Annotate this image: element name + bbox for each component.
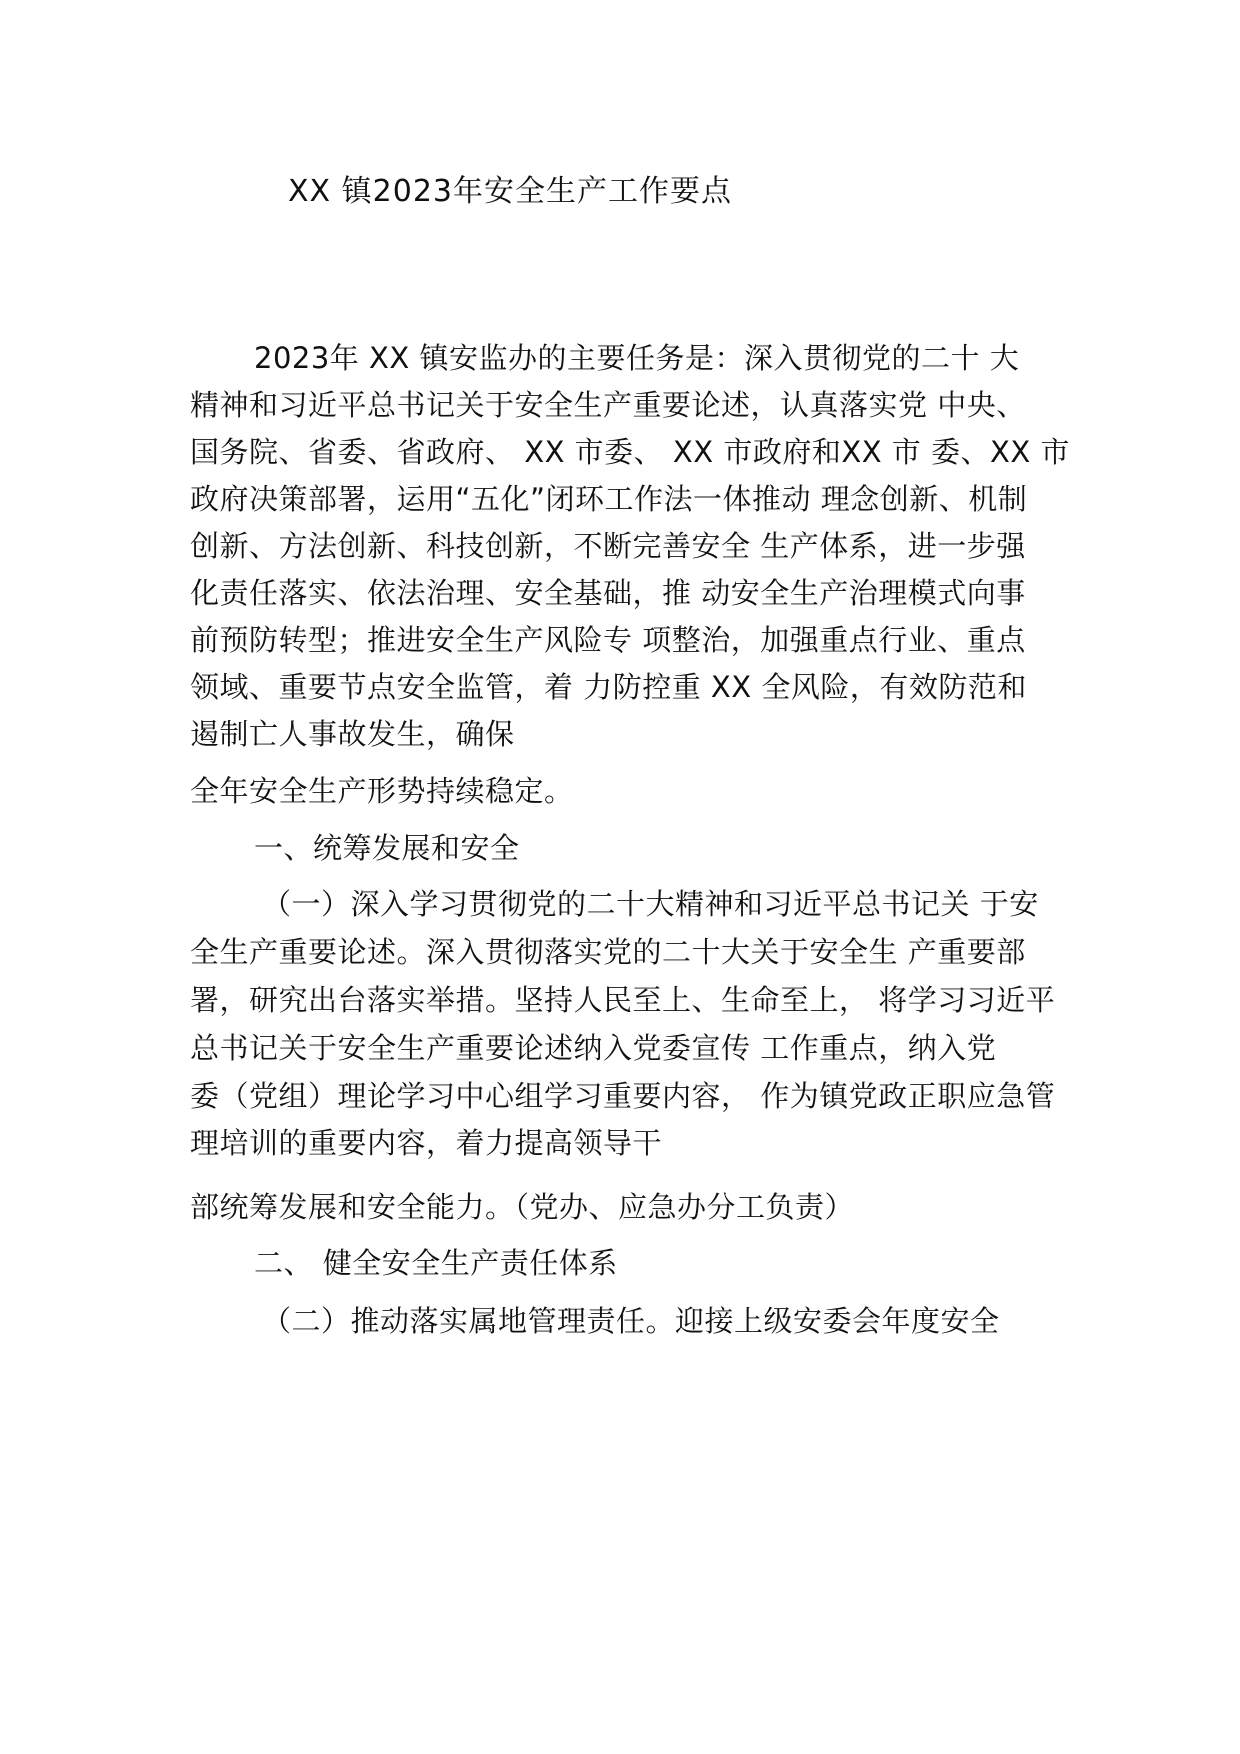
paragraph-line: 创新、方法创新、科技创新，不断完善安全 生产体系，进一步强 (190, 529, 1026, 563)
document-title: XX 镇2023年安全生产工作要点 (288, 174, 732, 209)
paragraph-line: 理培训的重要内容，着力提高领导干 (190, 1126, 663, 1160)
section-heading-1: 一、统筹发展和安全 (254, 831, 520, 865)
paragraph-line: 部统筹发展和安全能力。（党办、应急办分工负责） (190, 1190, 855, 1224)
paragraph-line: 化责任落实、依法治理、安全基础，推 动安全生产治理模式向事 (190, 576, 1026, 610)
paragraph-line: 国务院、省委、省政府、 XX 市委、 XX 市政府和XX 市 委、XX 市 (190, 435, 1070, 469)
paragraph-line: 政府决策部署，运用“五化”闭环工作法一体推动 理念创新、机制 (190, 482, 1028, 516)
paragraph-line: 精神和习近平总书记关于安全生产重要论述，认真落实党 中央、 (190, 388, 1026, 422)
section-heading-2: 二、 健全安全生产责任体系 (254, 1246, 618, 1280)
paragraph-line: 全年安全生产形势持续稳定。 (190, 774, 574, 808)
paragraph-line: 委（党组）理论学习中心组学习重要内容， 作为镇党政正职应急管 (190, 1079, 1056, 1113)
paragraph-line: （一）深入学习贯彻党的二十大精神和习近平总书记关 于安 (262, 887, 1039, 921)
paragraph-line: 遏制亡人事故发生，确保 (190, 717, 515, 751)
paragraph-line: 署，研究出台落实举措。坚持人民至上、生命至上， 将学习习近平 (190, 983, 1056, 1017)
paragraph-line: 前预防转型；推进安全生产风险专 项整治，加强重点行业、重点 (190, 623, 1026, 657)
paragraph-line: 领域、重要节点安全监管，着 力防控重 XX 全风险，有效防范和 (190, 670, 1027, 704)
paragraph-line: 全生产重要论述。深入贯彻落实党的二十大关于安全生 产重要部 (190, 935, 1026, 969)
paragraph-line: （二）推动落实属地管理责任。迎接上级安委会年度安全 (262, 1304, 1000, 1338)
paragraph-line: 总书记关于安全生产重要论述纳入党委宣传 工作重点，纳入党 (190, 1031, 997, 1065)
paragraph-line: 2023年 XX 镇安监办的主要任务是：深入贯彻党的二十 大 (254, 341, 1020, 375)
